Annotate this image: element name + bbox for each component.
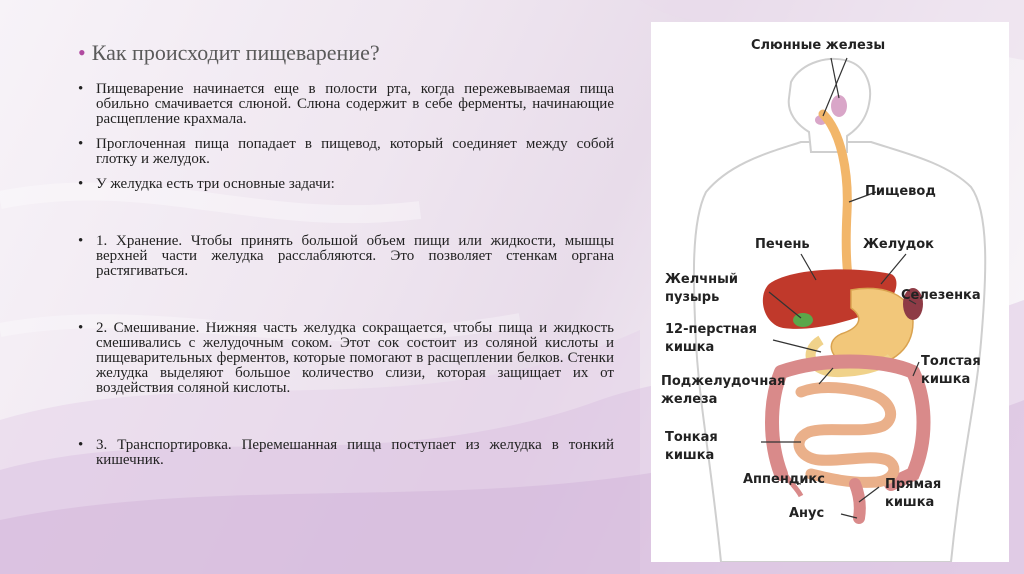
label-pancreas-line1: Поджелудочная	[661, 374, 786, 389]
label-liver: Печень	[755, 237, 810, 252]
paragraph-stomach-tasks: • У желудка есть три основные задачи:	[78, 176, 335, 192]
slide-body	[78, 82, 614, 478]
title-text: Как происходит пищеварение?	[91, 40, 380, 65]
label-duodenum-line2: кишка	[665, 340, 715, 355]
label-esophagus: Пищевод	[865, 184, 936, 199]
label-spleen: Селезенка	[901, 288, 981, 303]
label-salivary-glands: Слюнные железы	[751, 38, 886, 53]
label-rectum-line2: кишка	[885, 495, 935, 510]
label-small-intestine-line2: кишка	[665, 448, 715, 463]
label-appendix: Аппендикс	[743, 472, 825, 487]
label-colon-line1: Толстая	[921, 354, 981, 369]
digestive-system-diagram	[651, 22, 1009, 562]
head-outline	[789, 59, 870, 152]
paragraph-transport: • 3. Транспортировка. Перемешанная пища поступает из желудка в тонкий кишечник.	[78, 437, 614, 468]
paragraph-storage: • 1. Хранение. Чтобы принять большой объем пищи или жидкости, мышцы верхней части желудка расслабляются. Это позволяет стенкам органа растягиваться.	[78, 233, 614, 279]
label-pancreas-line2: железа	[661, 392, 718, 407]
slide-title	[78, 40, 380, 66]
label-gallbladder-line1: Желчный	[665, 272, 739, 287]
label-rectum-line1: Прямая	[885, 477, 942, 492]
label-anus: Анус	[789, 506, 825, 521]
salivary-gland-shape	[831, 95, 847, 117]
rectum-shape	[855, 484, 860, 518]
label-small-intestine-line1: Тонкая	[665, 430, 718, 445]
title-bullet: •	[78, 40, 86, 65]
paragraph-mixing: • 2. Смешивание. Нижняя часть желудка сокращается, чтобы пища и жидкость смешивались с желудочным соком. Этот сок состоит из соляной кислоты и пищеварительных ферментов, которые помогают в расщеплении белков. Стенки желудка выделяют большое количество слизи, которая защищает их от воздействия соляной кислоты.	[78, 320, 614, 396]
label-stomach: Желудок	[863, 237, 934, 252]
label-gallbladder-line2: пузырь	[665, 290, 720, 305]
paragraph-esophagus: • Проглоченная пища попадает в пищевод, который соединяет между собой глотку и желудок.	[78, 136, 614, 167]
gallbladder-shape	[793, 313, 813, 327]
label-duodenum-line1: 12-перстная	[665, 322, 757, 337]
paragraph-mouth: • Пищеварение начинается еще в полости рта, когда пережевываемая пища обильно смачивается слюной. Слюна содержит в себе ферменты, начинающие расщепление крахмала.	[78, 81, 614, 127]
label-colon-line2: кишка	[921, 372, 971, 387]
